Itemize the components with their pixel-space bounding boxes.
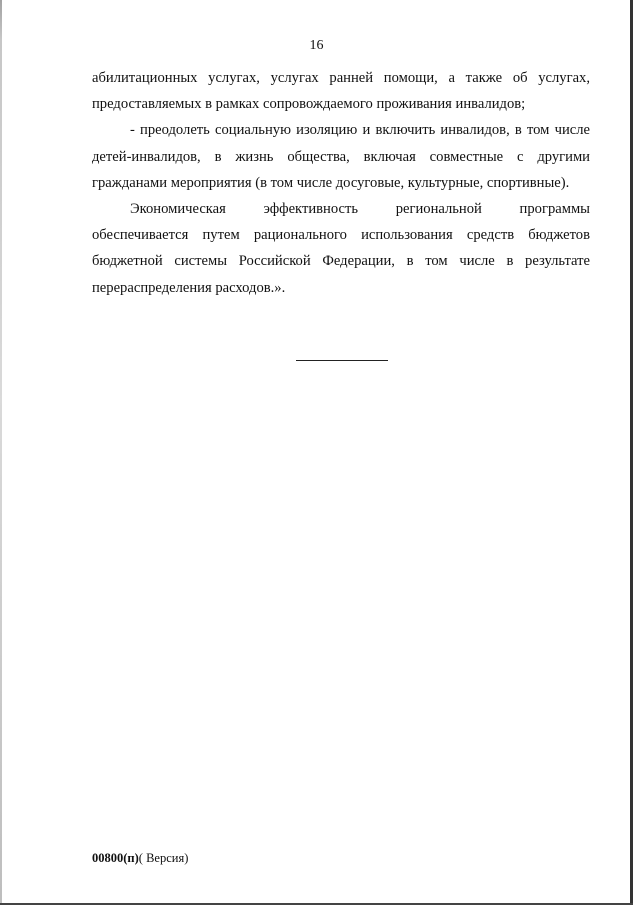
scan-edge-left [0,0,2,905]
document-code [92,850,188,866]
page-number: 16 [309,38,324,53]
text-line: абилитационных услугах, услугах ранней помощи, а также об услугах, [92,70,590,86]
paragraph-economic-efficiency [92,196,590,301]
separator-line [296,360,388,361]
text-line: бюджетной системы Российской Федерации, в том числе в результате [92,253,590,270]
text-line: обеспечивается путем рационального использования средств бюджетов [92,227,590,244]
paragraph-services [92,65,590,117]
text-line: - преодолеть социальную изоляцию и включить инвалидов, в том числе [130,122,590,139]
document-code-number: 00800(п) [92,851,139,865]
text-line: предоставляемых в рамках сопровождаемого проживания инвалидов; [92,96,526,113]
document-code-version: ( Версия) [138,851,189,865]
text-line: гражданами мероприятия (в том числе досуговые, культурные, спортивные). [92,174,570,191]
text-line: детей-инвалидов, в жизнь общества, включая совместные с другими [92,148,590,165]
document-body [92,65,590,301]
paragraph-social-isolation [92,117,590,196]
text-line: Экономическая эффективность региональной программы [130,201,590,218]
text-line: перераспределения расходов.». [92,279,286,296]
